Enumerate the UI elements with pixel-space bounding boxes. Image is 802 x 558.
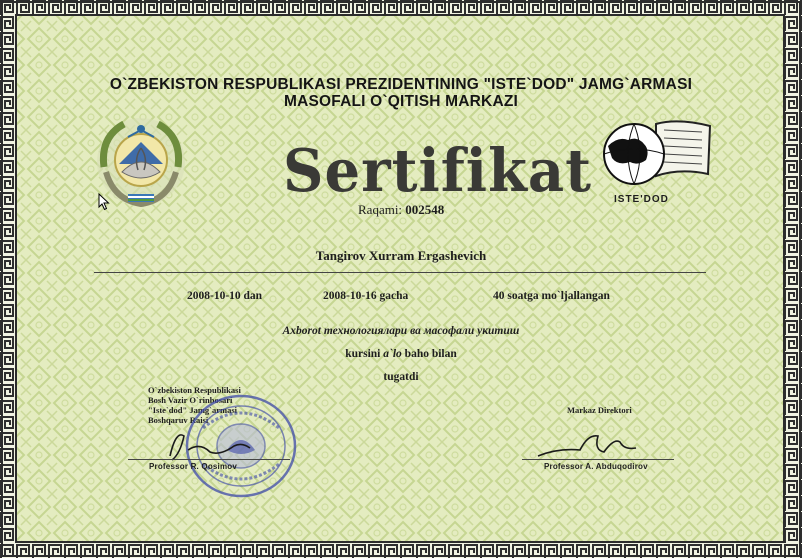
left-sig-line-4: Boshqaruv Raisi: [148, 415, 209, 425]
header-line-1: O`ZBEKISTON RESPUBLIKASI PREZIDENTINING "ISTE`DOD" JAMG`ARMASI: [109, 76, 693, 93]
certificate-number-line: [358, 202, 444, 218]
certificate-title: Sertifikat: [283, 136, 593, 206]
course-name: Axborot технологиялари ва масофали укитиш: [282, 325, 520, 337]
number-label: Raqami:: [358, 202, 403, 217]
header-line-2: MASOFALI O`QITISH MARKAZI: [283, 93, 519, 110]
grade-word: a`lo: [383, 348, 402, 360]
name-underline: [94, 272, 706, 273]
istedod-globe-book-icon: [598, 114, 718, 194]
left-signature-scribble: [150, 426, 260, 466]
right-signatory-name: Professor A. Abduqodirov: [544, 462, 648, 471]
left-signatory-name: Professor R. Qosimov: [149, 462, 238, 471]
grade-post: baho bilan: [404, 348, 457, 360]
istedod-logo-label: ISTE'DOD: [614, 194, 669, 205]
left-sig-line-1: O`zbekiston Respublikasi: [148, 385, 241, 395]
right-signature-line: [522, 459, 674, 460]
left-sig-line-3: "Iste`dod" Jamg`armasi: [148, 405, 238, 415]
date-from: 2008-10-10 dan: [187, 290, 263, 302]
course-hours: 40 soatga mo`ljallangan: [493, 290, 610, 302]
left-sig-line-2: Bosh Vazir O`rinbosari: [148, 395, 233, 405]
grade-pre: kursini: [345, 348, 381, 360]
finished-line: tugatdi: [383, 371, 419, 383]
certificate-number: 002548: [405, 202, 445, 217]
date-to: 2008-10-16 gacha: [323, 290, 409, 302]
recipient-name: Tangirov Xurram Ergashevich: [315, 248, 487, 263]
mouse-cursor-icon: [98, 193, 110, 211]
grade-line: [0, 348, 802, 360]
left-signature-line: [128, 459, 290, 460]
right-signatory-title: Markaz Direktori: [567, 405, 632, 415]
